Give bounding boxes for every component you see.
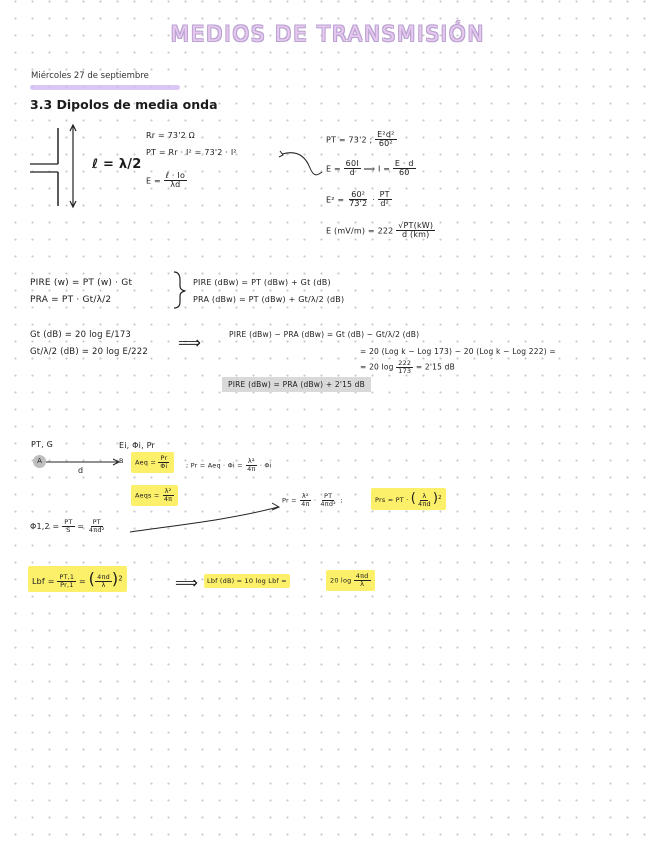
lbf-formula: Lbf = $\frac{PT,1}{Pr,1}$ = ( $\frac{4\pi d}{\lambda}$ )$^2$: [28, 566, 127, 592]
aeq-formula: Aeq = $\frac{Pr}{\Phi i}$: [131, 452, 174, 473]
lbf-log-formula: 20 log $\frac{4\pi d}{\lambda}$: [326, 570, 375, 591]
curved-arrow-1: [282, 153, 322, 175]
rr-value: Rr = 73'2 Ω: [146, 131, 195, 140]
aeqs-formula: Aeqs = $\frac{\text{λ²}}{4\pi}$: [131, 485, 178, 506]
implies-arrow-2: ⟹: [175, 573, 199, 592]
distance-label: d: [78, 466, 84, 475]
pire-result: PIRE (dBw) = PRA (dBw) + 2'15 dB: [222, 377, 371, 392]
rx-label: Ei, Φi, Pr: [119, 441, 155, 450]
implies-arrow-1: ⟹: [178, 333, 202, 352]
section-heading: 3.3 Dipolos de media onda: [30, 97, 218, 112]
tx-label: PT, G: [31, 440, 53, 449]
pire-watts: PIRE (w) = PT (w) · Gt: [30, 278, 133, 288]
pr-aeq-formula: ; Pr = Aeq · Φi = $\frac{\text{λ²}}{4\pi}$ · Φi: [186, 457, 272, 473]
flux-formula: Φ1,2 = $\frac{PT}{S}$ = $\frac{PT}{\text{4πd²}}$: [30, 518, 105, 534]
e-mv-formula: E (mV/m) = 222 $\frac{√PT(kW)}{d (km)}$: [326, 221, 434, 240]
date-underline: [30, 85, 180, 90]
pire-dbw: PIRE (dBw) = PT (dBw) + Gt (dB): [193, 278, 331, 287]
dipole-length: ℓ = λ/2: [92, 157, 142, 172]
pra-dbw: PRA (dBw) = PT (dBw) + Gt/λ/2 (dB): [193, 295, 345, 304]
lbf-db-formula: Lbf (dB) = 10 log Lbf =: [204, 577, 290, 585]
pt-e-formula: PT = 73'2 ; $\frac{\text{E²d²}}{\text{60²}}$: [326, 130, 395, 149]
gain-db: Gt (dB) = 20 log E/173: [30, 330, 132, 340]
tx-node: A: [33, 455, 46, 468]
date-label: Miércoles 27 de septiembre: [31, 71, 149, 81]
difference-line-1: PIRE (dBw) − PRA (dBw) = Gt (dB) − Gt/λ/2 (dB): [229, 330, 420, 339]
prs-formula: Prs = PT · ( $\frac{\lambda}{4\pi d}$ )$^2$: [371, 488, 446, 510]
curved-arrow-2: [130, 507, 278, 532]
gain-half-wave-db: Gt/λ/2 (dB) = 20 log E/222: [30, 347, 149, 357]
pr-combined-formula: Pr = $\frac{\text{λ²}}{4\pi}$ · $\frac{PT}{\text{4πd²}}$ ;: [282, 492, 343, 508]
brace: [174, 272, 185, 308]
difference-line-3: = 20 log $\frac{222}{173}$ = 2'15 dB: [360, 359, 455, 375]
page-title: MEDIOS DE TRANSMISIÓN: [170, 22, 486, 46]
e-current-formula: E = $\frac{60I}{d}$ ⟹ I = $\frac{E \cdot d}{60}$: [326, 159, 414, 178]
difference-line-2: = 20 (Log k − Log 173) − 20 (Log k − Log 222) =: [360, 347, 556, 356]
e-formula: E = $\frac{\text{ℓ · Io}}{\lambda d}$: [146, 171, 186, 190]
rx-node: B: [119, 457, 124, 465]
pt-formula: PT = Rr · I² = 73'2 · I²: [146, 148, 237, 157]
e-squared-formula: E² = $\frac{\text{60²}}{73'2}$ · $\frac{PT}{\text{d²}}$: [326, 190, 390, 209]
pra-watts: PRA = PT · Gt/λ/2: [30, 295, 112, 305]
